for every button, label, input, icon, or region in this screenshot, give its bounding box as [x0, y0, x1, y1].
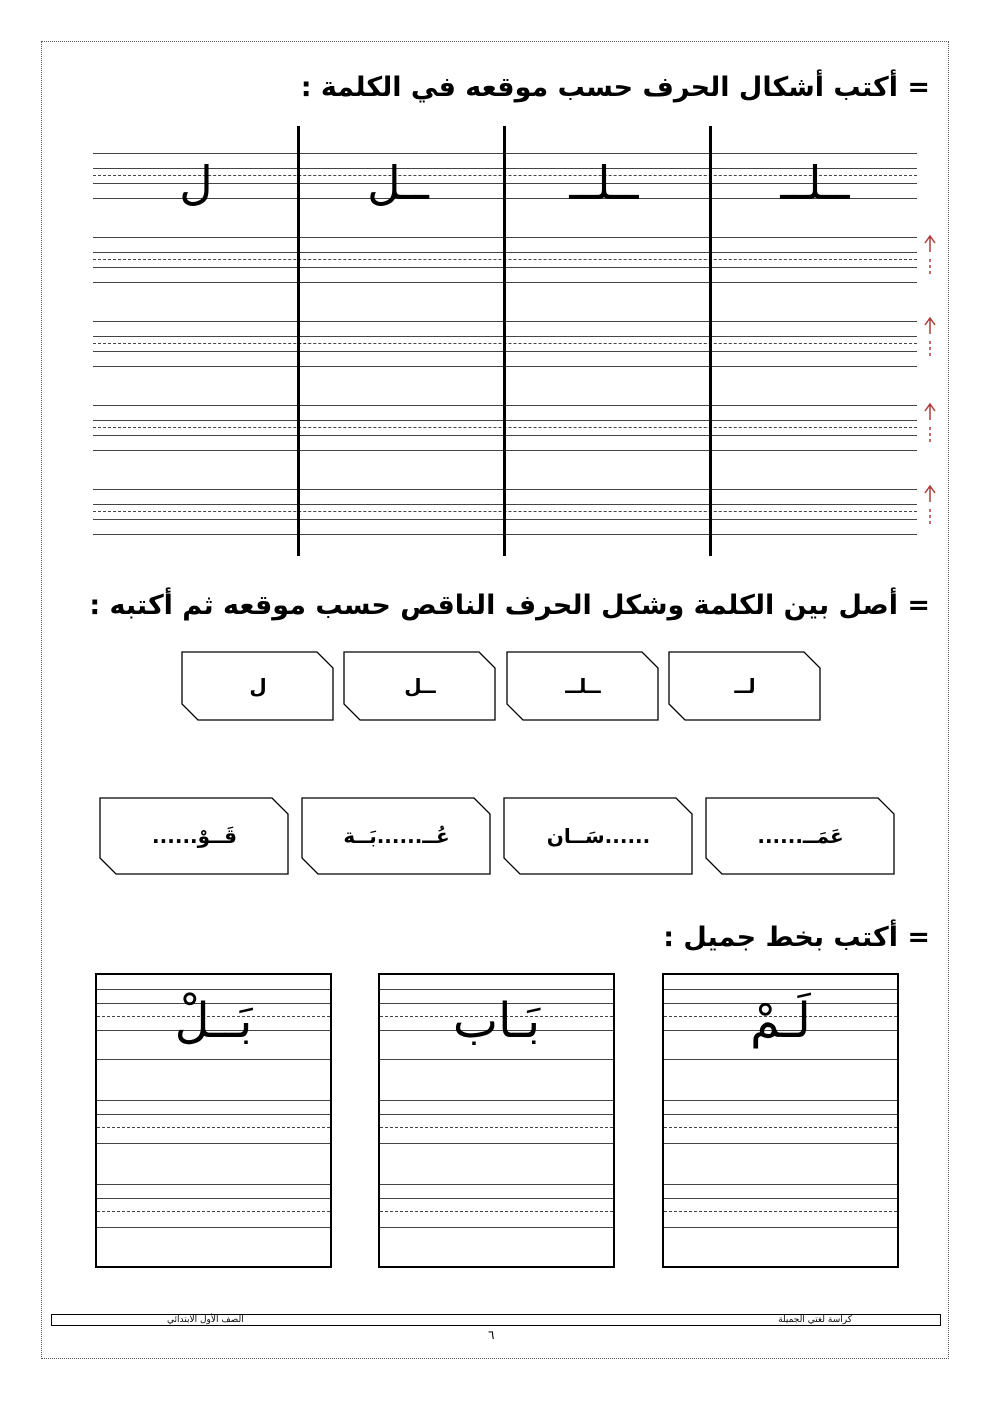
arrow-up-icon: [923, 316, 937, 360]
writing-box[interactable]: [662, 973, 899, 1268]
letter-form-final: ــل: [367, 156, 429, 210]
footer-book-title: كراسة لغتي الجميلة: [778, 1315, 852, 1325]
word-tag-label: عُــ......بَــة: [343, 824, 450, 848]
shape-tag[interactable]: [506, 651, 660, 721]
page-number: ٦: [488, 1328, 495, 1342]
section1-heading: = أكتب أشكال الحرف حسب موقعه في الكلمة :: [300, 72, 930, 103]
shape-tag-label: ل: [249, 674, 267, 698]
column-divider: [709, 126, 712, 556]
writing-box[interactable]: [95, 973, 332, 1268]
word-tag[interactable]: [503, 797, 694, 875]
model-word: بَـاب: [452, 993, 541, 1049]
shape-tag-label: ــلــ: [565, 674, 601, 698]
model-word: بَــلْ: [174, 993, 253, 1049]
model-word: لَـمْ: [750, 993, 811, 1049]
writing-box[interactable]: [378, 973, 615, 1268]
letter-form-initial: ــلــ: [780, 156, 850, 210]
word-tag[interactable]: [99, 797, 290, 875]
shape-tag-label: لــ: [734, 674, 756, 698]
shape-tag[interactable]: [343, 651, 497, 721]
word-tag-label: عَمَــ......: [757, 824, 844, 848]
word-tag-label: قَــوْ......: [152, 824, 237, 848]
arrow-up-icon: [923, 402, 937, 446]
letter-form-isolated: ل: [179, 156, 213, 210]
arrow-up-icon: [923, 484, 937, 528]
footer-bar: [51, 1314, 941, 1326]
section3-heading: = أكتب بخط جميل :: [663, 922, 930, 953]
word-tag[interactable]: [705, 797, 896, 875]
shape-tag[interactable]: [668, 651, 822, 721]
section2-heading: = أصل بين الكلمة وشكل الحرف الناقص حسب موقعه ثم أكتبه :: [89, 590, 930, 621]
arrow-up-icon: [923, 234, 937, 278]
word-tag[interactable]: [301, 797, 492, 875]
footer-grade: الصف الأول الابتدائي: [167, 1315, 244, 1325]
word-tag-label: ......سَــان: [546, 824, 651, 848]
shape-tag[interactable]: [181, 651, 335, 721]
shape-tag-label: ــل: [404, 674, 436, 698]
letter-form-medial: ــلــ: [569, 156, 639, 210]
